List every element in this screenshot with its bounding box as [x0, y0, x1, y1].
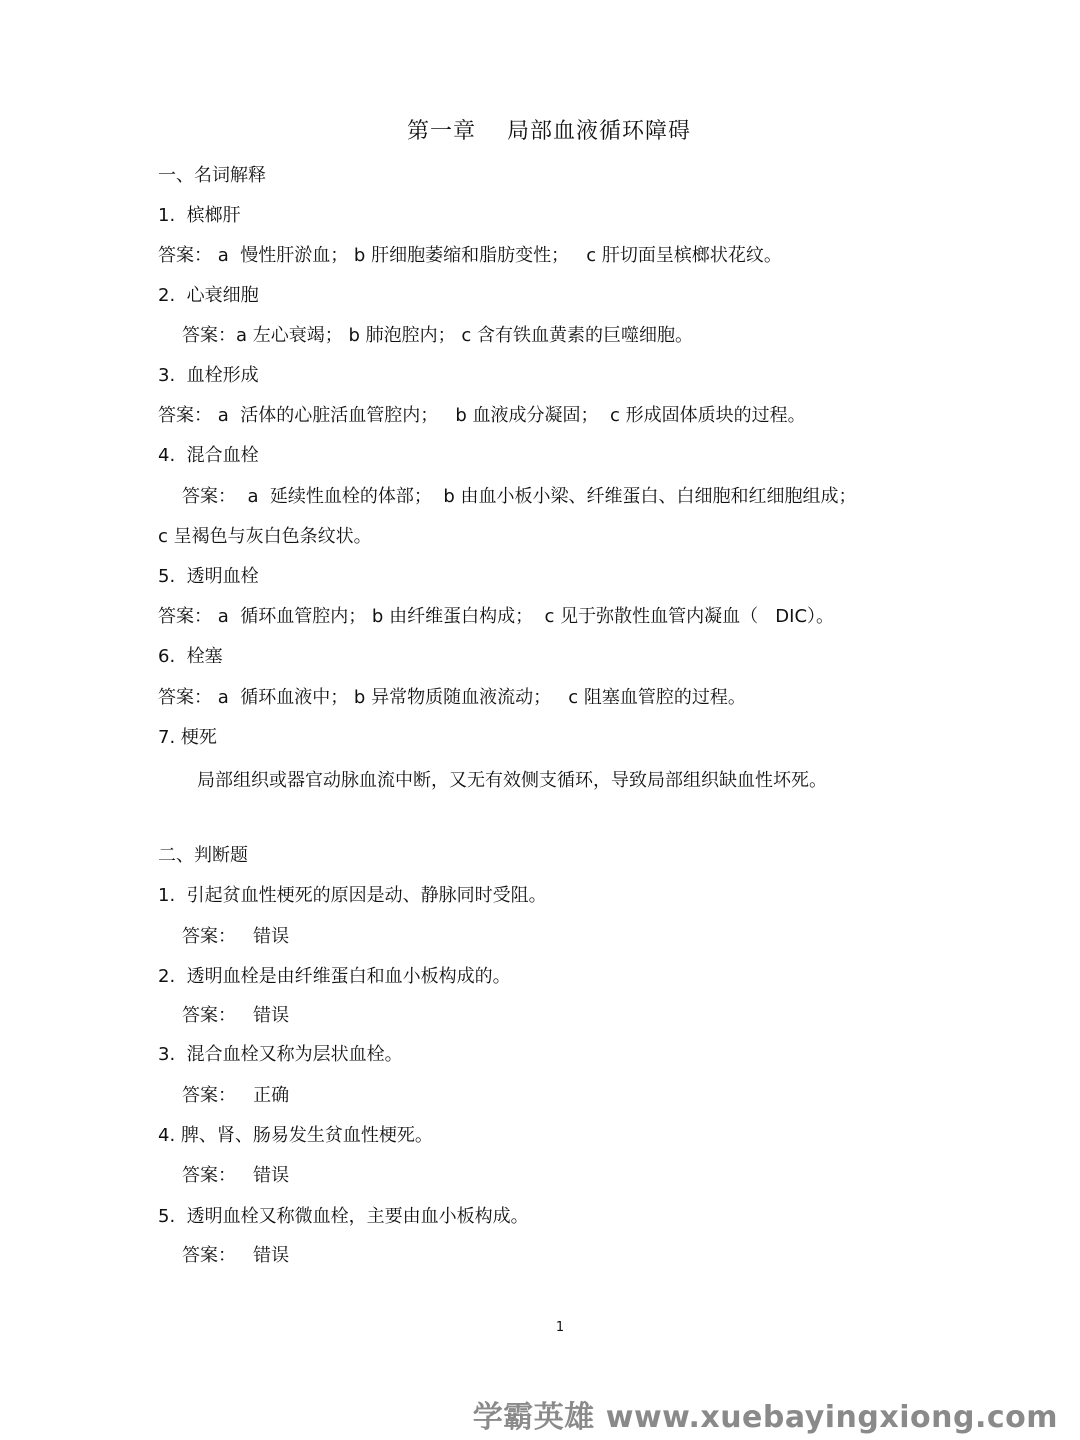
question-5-answer: 答案： 错误 — [182, 1245, 290, 1266]
question-2-answer: 答案： 错误 — [182, 1005, 290, 1026]
term-4: 4. 混合血栓 — [158, 445, 259, 466]
question-1-answer: 答案： 错误 — [182, 926, 290, 947]
site-watermark: 学霸英雄 www.xuebayingxiong.com — [472, 1400, 1058, 1435]
term-7-answer: 局部组织或器官动脉血流中断，又无有效侧支循环，导致局部组织缺血性坏死。 — [197, 770, 827, 791]
question-5: 5. 透明血栓又称微血栓，主要由血小板构成。 — [158, 1206, 529, 1227]
page-number: 1 — [555, 1320, 565, 1335]
term-4-answer-continued: c 呈褐色与灰白色条纹状。 — [158, 526, 372, 547]
question-1: 1. 引起贫血性梗死的原因是动、静脉同时受阻。 — [158, 885, 547, 906]
section-heading-true-false: 二、判断题 — [158, 845, 248, 866]
question-3: 3. 混合血栓又称为层状血栓。 — [158, 1044, 403, 1065]
term-1-answer: 答案： a 慢性肝淤血； b 肝细胞萎缩和脂肪变性； c 肝切面呈槟榔状花纹。 — [158, 245, 782, 266]
term-1: 1. 槟榔肝 — [158, 205, 241, 226]
term-7: 7. 梗死 — [158, 727, 217, 748]
term-3-answer: 答案： a 活体的心脏活血管腔内； b 血液成分凝固； c 形成固体质块的过程。 — [158, 405, 806, 426]
term-6: 6. 栓塞 — [158, 646, 223, 667]
term-5: 5. 透明血栓 — [158, 566, 259, 587]
question-3-answer: 答案： 正确 — [182, 1085, 290, 1106]
term-2-answer: 答案：a 左心衰竭； b 肺泡腔内； c 含有铁血黄素的巨噬细胞。 — [182, 325, 693, 346]
section-heading-definitions: 一、名词解释 — [158, 165, 266, 186]
term-5-answer: 答案： a 循环血管腔内； b 由纤维蛋白构成； c 见于弥散性血管内凝血（ DIC）。 — [158, 606, 835, 627]
term-3: 3. 血栓形成 — [158, 365, 259, 386]
term-6-answer: 答案： a 循环血液中； b 异常物质随血液流动； c 阻塞血管腔的过程。 — [158, 687, 746, 708]
question-2: 2. 透明血栓是由纤维蛋白和血小板构成的。 — [158, 966, 511, 987]
chapter-title: 第一章 局部血液循环障碍 — [407, 119, 691, 144]
term-4-answer: 答案： a 延续性血栓的体部； b 由血小板小梁、纤维蛋白、白细胞和红细胞组成； — [182, 486, 857, 507]
question-4: 4. 脾、肾、肠易发生贫血性梗死。 — [158, 1125, 433, 1146]
question-4-answer: 答案： 错误 — [182, 1165, 290, 1186]
term-2: 2. 心衰细胞 — [158, 285, 259, 306]
